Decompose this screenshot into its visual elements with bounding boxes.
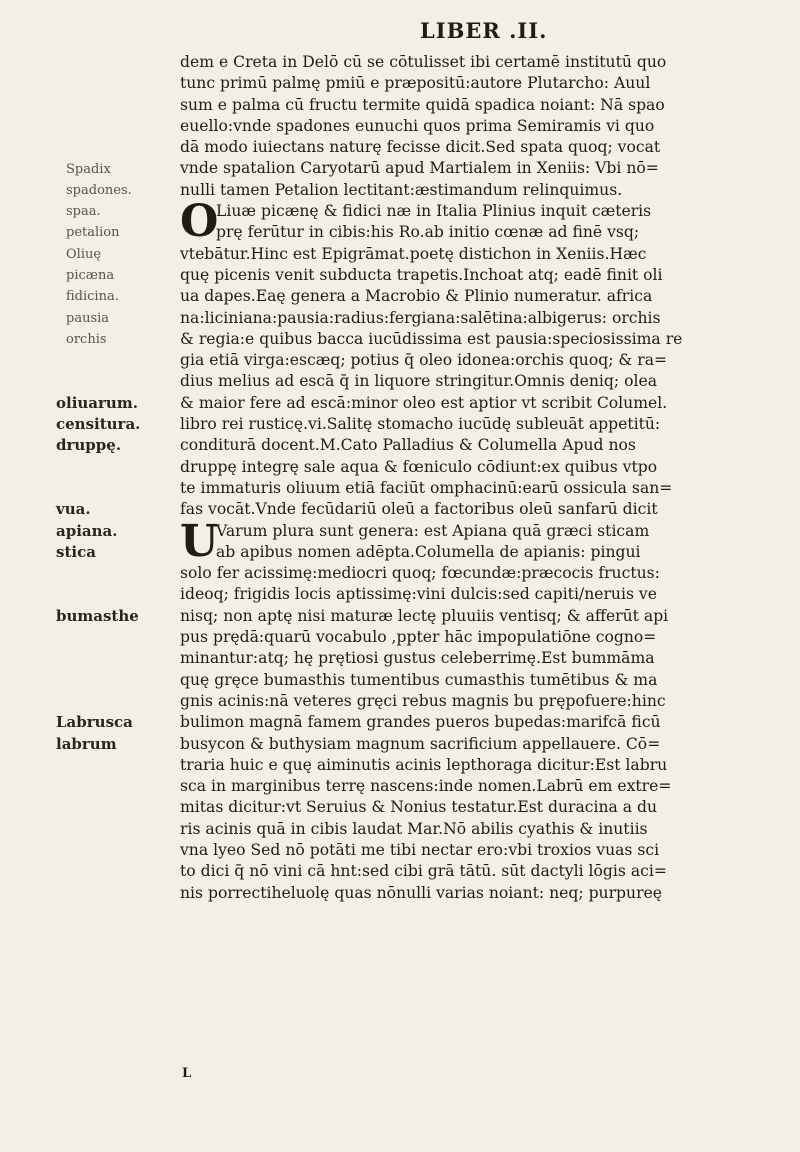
text-line: dem e Creta in Delō cū se cōtulisset ibi certamē institutū quo: [180, 53, 667, 71]
text-line: tunc primū palmę pmiū e præpositū:autore Plutarcho: Auul: [180, 74, 651, 93]
marginal-note: picæna: [66, 268, 115, 283]
text-line: quę gręce bumasthis tumentibus cumasthis tumētibus & ma: [180, 670, 658, 689]
marginal-note: censitura.: [56, 415, 141, 434]
marginal-note: apiana.: [56, 521, 118, 540]
text-line: Varum plura sunt genera: est Apiana quā græci sticam: [216, 521, 650, 540]
text-line: solo fer acissimę:mediocri quoq; fœcundæ:præcocis fructus:: [180, 564, 660, 583]
text-line: te immaturis oliuum etiā faciūt omphacinū:earū ossicula san=: [180, 478, 673, 497]
text-line: ris acinis quā in cibis laudat Mar.Nō abilis cyathis & inutiis: [180, 819, 648, 838]
text-line: prę ferūtur in cibis:his Ro.ab initio cœnæ ad finē vsq;: [216, 223, 640, 242]
text-line: ab apibus nomen adēpta.Columella de apianis: pingui: [216, 542, 641, 561]
marginal-note: fidicina.: [66, 289, 119, 305]
main-text-block: [180, 52, 740, 904]
text-line: gia etiā virga:escæq; potius q̄ oleo idonea:orchis quoq; & ra=: [180, 351, 668, 370]
marginal-note: spaa.: [66, 204, 101, 220]
text-line: & regia:e quibus bacca iucūdissima est pausia:speciosissima re: [180, 329, 683, 348]
marginal-note: stica: [56, 542, 96, 561]
paragraph: [180, 515, 740, 904]
text-line: druppę integrę sale aqua & fœniculo cōdiunt:ex quibus vtpo: [180, 457, 658, 476]
text-line: vtebātur.Hinc est Epigrāmat.poetę distichon in Xeniis.Hæc: [180, 244, 647, 263]
text-line: & maior fere ad escā:minor oleo est aptior vt scribit Columel.: [180, 393, 668, 412]
text-line: gnis acinis:nā veteres gręci rebus magnis bu prępofuere:hinc: [180, 691, 666, 710]
marginal-note: spadones.: [66, 182, 132, 198]
marginal-note: orchis: [66, 331, 107, 347]
text-line: nulli tamen Petalion lectitant:æstimandum relinquimus.: [180, 180, 623, 199]
marginal-note: pausia: [66, 310, 110, 326]
margin-notes: [0, 0, 180, 1152]
text-line: vna lyeo Sed nō potāti me tibi nectar ero:vbi troxios vuas sci: [180, 840, 660, 859]
paragraph: [180, 196, 740, 520]
marginal-note: Spadix: [66, 161, 111, 177]
text-line: dius melius ad escā q̄ in liquore stringitur.Omnis deniq; olea: [180, 372, 657, 391]
text-line: pus prędā:quarū vocabulo ,ppter hāc impopulatiōne cogno=: [180, 628, 657, 647]
marginal-note: petalion: [66, 225, 120, 241]
text-line: na:liciniana:pausia:radius:fergiana:salētina:albigerus: orchis: [180, 308, 661, 327]
text-line: minantur:atq; hę prętiosi gustus celeberrimę.Est bummāma: [180, 649, 655, 668]
text-line: ideoq; frigidis locis aptissimę:vini dulcis:sed capiti/neruis ve: [180, 585, 657, 604]
text-line: nisq; non aptę nisi maturæ lectę pluuiis ventisq; & afferūt api: [180, 606, 669, 625]
marginal-note: oliuarum.: [56, 393, 138, 412]
marginal-note: bumasthe: [56, 606, 139, 625]
running-head: LIBER .II.: [420, 18, 548, 43]
text-line: sca in marginibus terrę nascens:inde nomen.Labrū em extre=: [180, 777, 672, 796]
text-line: sum e palma cū fructu termite quidā spadica noiant: Nā spao: [180, 95, 665, 114]
text-line: fas vocāt.Vnde fecūdariū oleū a factoribus oleū sanfarū dicit: [180, 500, 658, 519]
signature-mark: L: [182, 1066, 192, 1081]
text-line: bulimon magnā famem grandes pueros bupedas:marifcā ficū: [180, 713, 661, 732]
text-line: to dici q̄ nō vini cā hnt:sed cibi grā tātū. sūt dactyli lōgis aci=: [180, 862, 667, 881]
text-line: quę picenis venit subducta trapetis.Inchoat atq; eadē finit oli: [180, 265, 663, 284]
marginal-note: vua.: [56, 500, 91, 519]
text-line: ua dapes.Eaę genera a Macrobio & Plinio numeratur. africa: [180, 287, 653, 306]
text-line: nis porrectiheluolę quas nōnulli varias noiant: neq; purpureę: [180, 883, 662, 902]
paragraph: [180, 52, 740, 201]
text-line: dā modo iuiectans naturę fecisse dicit.Sed spata quoq; vocat: [180, 138, 661, 157]
marginal-note: Oliuę: [66, 246, 102, 262]
text-line: mitas dicitur:vt Seruius & Nonius testatur.Est duracina a du: [180, 798, 658, 817]
drop-capital: U: [180, 515, 219, 567]
drop-capital: O: [180, 196, 219, 248]
text-line: euello:vnde spadones eunuchi quos prima Semiramis vi quo: [180, 116, 655, 135]
text-line: traria huic e quę aiminutis acinis lepthoraga dicitur:Est labru: [180, 755, 668, 774]
text-line: Liuæ picænę & fidici næ in Italia Plinius inquit cæteris: [216, 202, 652, 221]
marginal-note: Labrusca: [56, 713, 133, 732]
marginal-note: labrum: [56, 734, 117, 753]
marginal-note: druppę.: [56, 436, 122, 455]
text-line: conditurā docent.M.Cato Palladius & Columella Apud nos: [180, 436, 636, 455]
text-line: libro rei rusticę.vi.Salitę stomacho iucūdę subleuāt appetitū:: [180, 415, 661, 434]
text-line: vnde spatalion Caryotarū apud Martialem in Xeniis: Vbi nō=: [180, 159, 659, 178]
text-line: busycon & buthysiam magnum sacrificium appellauere. Cō=: [180, 734, 661, 753]
